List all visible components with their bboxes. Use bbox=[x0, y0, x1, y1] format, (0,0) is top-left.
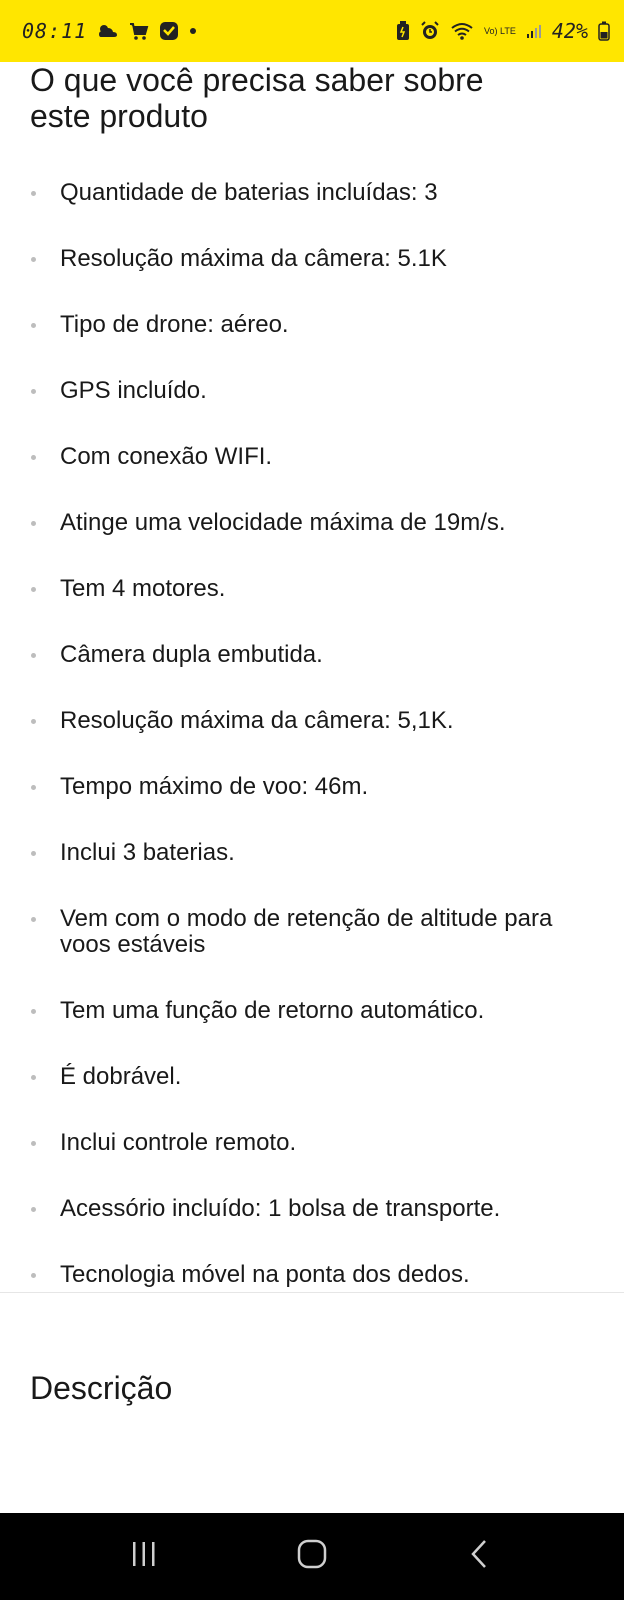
status-bar bbox=[0, 0, 624, 62]
bullet-dot bbox=[31, 1273, 36, 1278]
volte-icon: Vo) LTE bbox=[484, 25, 516, 36]
battery-icon bbox=[598, 21, 610, 41]
feature-item bbox=[0, 998, 624, 1024]
navigation-bar bbox=[0, 1513, 624, 1600]
feature-text: Tempo máximo de voo: 46m. bbox=[60, 773, 369, 800]
description-title[interactable]: Descrição bbox=[30, 1370, 173, 1406]
feature-item bbox=[0, 1064, 624, 1090]
feature-item bbox=[0, 708, 624, 734]
feature-text: Inclui 3 baterias. bbox=[60, 839, 235, 866]
feature-item bbox=[0, 444, 624, 470]
wifi-icon bbox=[450, 22, 474, 40]
feature-item bbox=[0, 246, 624, 272]
feature-text: Com conexão WIFI. bbox=[60, 443, 273, 470]
feature-text: Tecnologia móvel na ponta dos dedos. bbox=[60, 1261, 470, 1288]
feature-item bbox=[0, 1196, 624, 1222]
weather-icon bbox=[97, 23, 119, 39]
feature-item bbox=[0, 510, 624, 536]
alarm-icon bbox=[420, 21, 440, 41]
back-icon bbox=[468, 1538, 492, 1575]
app-shield-icon bbox=[159, 21, 179, 41]
feature-text: Resolução máxima da câmera: 5.1K bbox=[60, 245, 447, 272]
feature-item bbox=[0, 1130, 624, 1156]
bullet-dot bbox=[31, 257, 36, 262]
feature-text: Tipo de drone: aéreo. bbox=[60, 311, 289, 338]
feature-item bbox=[0, 1262, 624, 1288]
feature-item bbox=[0, 906, 624, 958]
status-left bbox=[22, 19, 197, 43]
section-divider bbox=[0, 1292, 624, 1293]
feature-item bbox=[0, 840, 624, 866]
signal-icon bbox=[526, 23, 542, 39]
status-time: 08:11 bbox=[22, 19, 88, 43]
feature-text: Tem 4 motores. bbox=[60, 575, 226, 602]
feature-text: Resolução máxima da câmera: 5,1K. bbox=[60, 707, 454, 734]
feature-text: Inclui controle remoto. bbox=[60, 1129, 297, 1156]
dot-icon bbox=[189, 27, 197, 35]
bullet-dot bbox=[31, 1207, 36, 1212]
bullet-dot bbox=[31, 191, 36, 196]
bullet-dot bbox=[31, 917, 36, 922]
bullet-dot bbox=[31, 587, 36, 592]
feature-text: GPS incluído. bbox=[60, 377, 207, 404]
home-icon bbox=[296, 1538, 328, 1575]
feature-text: É dobrável. bbox=[60, 1063, 182, 1090]
bullet-dot bbox=[31, 1141, 36, 1146]
feature-item bbox=[0, 576, 624, 602]
bullet-dot bbox=[31, 851, 36, 856]
bullet-dot bbox=[31, 785, 36, 790]
feature-text: Quantidade de baterias incluídas: 3 bbox=[60, 179, 438, 206]
home-button[interactable] bbox=[272, 1527, 352, 1587]
battery-percent: 42% bbox=[551, 19, 588, 43]
recent-apps-button[interactable] bbox=[104, 1527, 184, 1587]
bullet-dot bbox=[31, 1075, 36, 1080]
feature-item bbox=[0, 378, 624, 404]
feature-item bbox=[0, 642, 624, 668]
bullet-dot bbox=[31, 719, 36, 724]
section-title: O que você precisa saber sobre este produto bbox=[30, 62, 484, 134]
features-list bbox=[0, 180, 624, 1328]
feature-text: Acessório incluído: 1 bolsa de transporte. bbox=[60, 1195, 501, 1222]
bullet-dot bbox=[31, 389, 36, 394]
status-right bbox=[396, 19, 610, 43]
back-button[interactable] bbox=[440, 1527, 520, 1587]
feature-text: Atinge uma velocidade máxima de 19m/s. bbox=[60, 509, 506, 536]
bullet-dot bbox=[31, 323, 36, 328]
feature-text: Câmera dupla embutida. bbox=[60, 641, 323, 668]
feature-text: Vem com o modo de retenção de altitude para voos estáveis bbox=[60, 905, 553, 958]
feature-item bbox=[0, 180, 624, 206]
battery-saver-icon bbox=[396, 21, 410, 41]
bullet-dot bbox=[31, 455, 36, 460]
feature-item bbox=[0, 312, 624, 338]
recent-apps-icon bbox=[129, 1540, 159, 1573]
bullet-dot bbox=[31, 521, 36, 526]
feature-item bbox=[0, 774, 624, 800]
bullet-dot bbox=[31, 1009, 36, 1014]
bullet-dot bbox=[31, 653, 36, 658]
cart-icon bbox=[129, 22, 149, 40]
feature-text: Tem uma função de retorno automático. bbox=[60, 997, 485, 1024]
